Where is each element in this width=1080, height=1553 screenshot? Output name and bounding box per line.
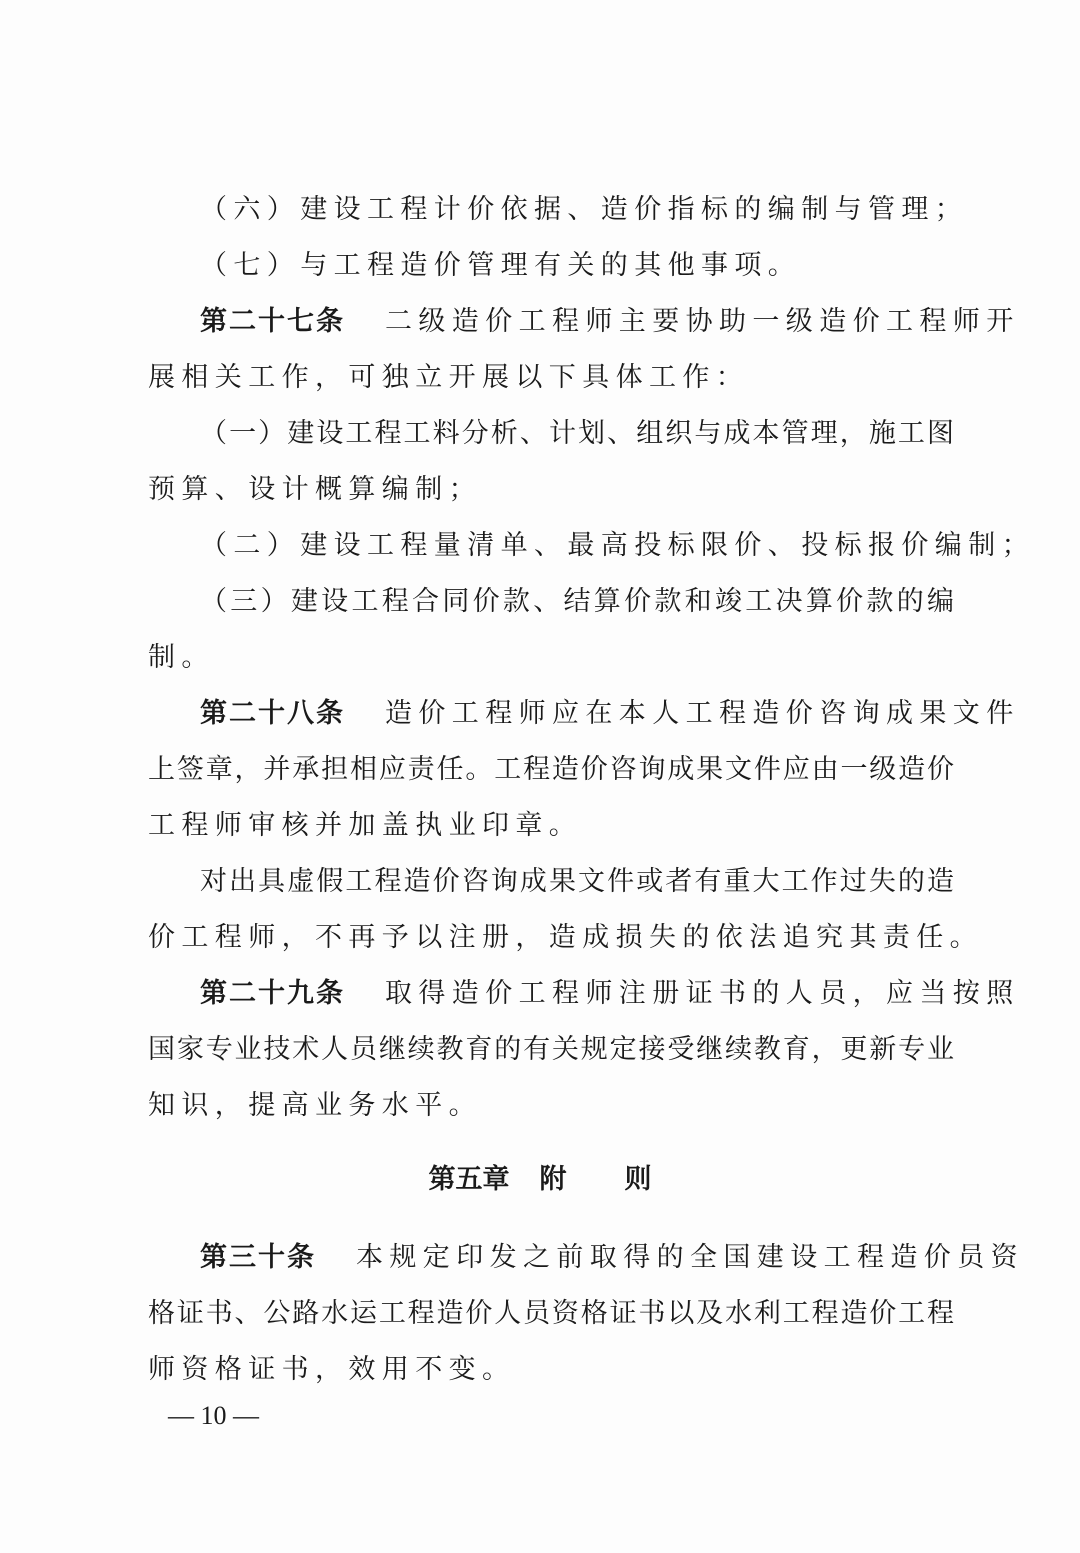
article-27 xyxy=(200,294,1020,350)
article-30-continued xyxy=(148,1286,954,1342)
article-heading: 第二十九条 xyxy=(200,978,345,1009)
article-29 xyxy=(200,966,1020,1022)
clause-6 xyxy=(200,182,969,238)
line-text: （一）建设工程工料分析、计划、组织与成本管理，施工图 xyxy=(200,418,954,449)
item-3-continued xyxy=(148,630,954,686)
line-text: 取得造价工程师注册证书的人员，应当按照 xyxy=(385,978,1020,1009)
line-text: （六）建设工程计价依据、造价指标的编制与管理； xyxy=(200,194,969,225)
line-text: 工程师审核并加盖执业印章。 xyxy=(148,810,583,841)
line-text: 国家专业技术人员继续教育的有关规定接受继续教育，更新专业 xyxy=(148,1034,954,1065)
chapter-title-part-2: 则 xyxy=(624,1164,652,1195)
line-text: 价工程师，不再予以注册，造成损失的依法追究其责任。 xyxy=(148,922,983,953)
line-text: （七）与工程造价管理有关的其他事项。 xyxy=(200,250,802,281)
item-2 xyxy=(200,518,1035,574)
line-text: 格证书、公路水运工程造价人员资格证书以及水利工程造价工程 xyxy=(148,1298,954,1329)
line-text: 师资格证书，效用不变。 xyxy=(148,1354,516,1385)
line-text: 对出具虚假工程造价咨询成果文件或者有重大工作过失的造 xyxy=(200,866,954,897)
article-heading: 第三十条 xyxy=(200,1242,316,1273)
page-number: — 10 — xyxy=(168,1401,259,1430)
line-text: 预算、设计概算编制； xyxy=(148,474,482,505)
article-heading: 第二十八条 xyxy=(200,698,345,729)
item-1-continued xyxy=(148,462,954,518)
chapter-heading xyxy=(0,1152,1080,1208)
article-29-continued xyxy=(148,1022,954,1078)
line-text: 知识，提高业务水平。 xyxy=(148,1090,482,1121)
article-27-continued xyxy=(148,350,954,406)
article-29-end xyxy=(148,1078,954,1134)
line-text: 上签章，并承担相应责任。工程造价咨询成果文件应由一级造价 xyxy=(148,754,954,785)
line-text: 制。 xyxy=(148,642,215,673)
article-heading: 第二十七条 xyxy=(200,306,345,337)
article-28-paragraph-2-end xyxy=(148,910,983,966)
line-text: 造价工程师应在本人工程造价咨询成果文件 xyxy=(385,698,1020,729)
item-3 xyxy=(200,574,954,630)
line-text: 本规定印发之前取得的全国建设工程造价员资 xyxy=(356,1242,1024,1273)
article-28 xyxy=(200,686,1020,742)
article-28-paragraph-2 xyxy=(200,854,954,910)
line-text: 二级造价工程师主要协助一级造价工程师开 xyxy=(385,306,1020,337)
chapter-label: 第五章 xyxy=(428,1164,510,1195)
line-text: （二）建设工程量清单、最高投标限价、投标报价编制； xyxy=(200,530,1035,561)
line-text: 展相关工作，可独立开展以下具体工作： xyxy=(148,362,750,393)
item-1 xyxy=(200,406,954,462)
article-28-continued xyxy=(148,742,954,798)
line-text: （三）建设工程合同价款、结算价款和竣工决算价款的编 xyxy=(200,586,954,617)
article-28-end xyxy=(148,798,954,854)
article-30-end xyxy=(148,1342,954,1398)
clause-7 xyxy=(200,238,954,294)
chapter-title-part-1: 附 xyxy=(539,1164,567,1195)
article-30 xyxy=(200,1230,1024,1286)
